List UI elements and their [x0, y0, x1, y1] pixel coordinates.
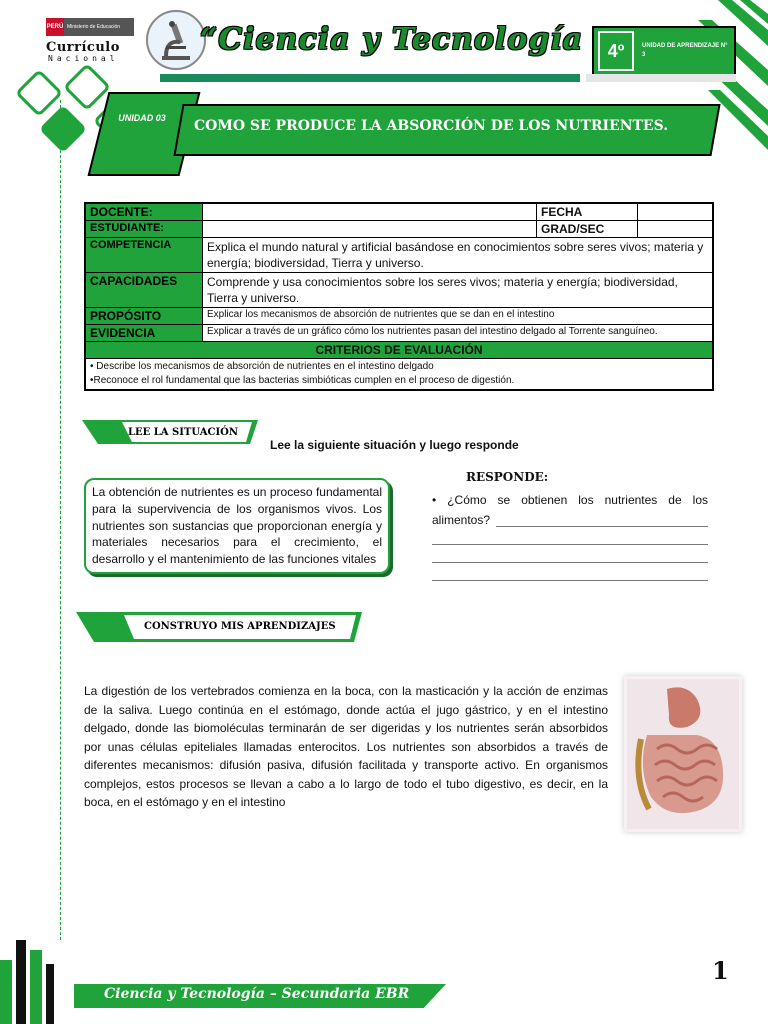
unit-title: COMO SE PRODUCE LA ABSORCIÓN DE LOS NUTRIENTES.	[194, 118, 669, 134]
microscope-icon	[146, 10, 206, 70]
docente-field[interactable]	[203, 203, 537, 221]
criterios-header: CRITERIOS DE EVALUACIÓN	[85, 342, 713, 359]
page-number: 1	[712, 956, 729, 985]
fecha-label: FECHA	[537, 203, 638, 221]
fecha-field[interactable]	[638, 203, 714, 221]
ministry-logo	[46, 18, 134, 36]
hexagon-decoration	[15, 69, 63, 117]
hexagon-decoration	[39, 105, 87, 153]
ministry-text: Ministerio de Educación	[67, 24, 121, 30]
lee-tag-label: LEE LA SITUACIÓN	[128, 427, 239, 438]
responde-title: RESPONDE:	[466, 470, 549, 484]
curriculo-title: Currículo	[46, 40, 120, 55]
proposito-label: PROPÓSITO	[85, 308, 203, 325]
answer-line[interactable]	[432, 580, 708, 581]
footer-text: Ciencia y Tecnología – Secundaria EBR	[104, 986, 410, 1002]
margin-dashed-line	[60, 100, 61, 940]
gradsec-label: GRAD/SEC	[537, 221, 638, 238]
hexagon-decoration	[63, 63, 111, 111]
intestine-illustration	[624, 676, 742, 832]
estudiante-label: ESTUDIANTE:	[85, 221, 203, 238]
answer-line[interactable]	[432, 562, 708, 563]
page-title: “Ciencia y Tecnología	[200, 22, 584, 57]
criterio-item: •Reconoce el rol fundamental que las bacterias simbióticas cumplen en el proceso de digestión.	[90, 375, 515, 386]
construyo-paragraph: La digestión de los vertebrados comienza en la boca, con la masticación y la acción de enzimas de la saliva. Luego continúa en el estómago, donde actúa el jugo gástrico, y en el intestino delgado, donde las biomoléculas terminarán de ser digeridas y los nutrientes serán absorbidos por unas células epiteliales llamadas enterocitos. Los nutrientes son absorbidos a través de diferentes mecanismos: difusión pasiva, difusión facilitada y transporte activo. En organismos complejos, estos procesos se llevan a cabo a lo largo de todo el tubo digestivo, es decir, en la boca, en el estómago y en el intestino	[84, 684, 608, 809]
evidencia-label: EVIDENCIA	[85, 325, 203, 342]
header-divider-grey	[586, 74, 736, 82]
capacidades-text: Comprende y usa conocimientos sobre los seres vivos; materia y energía; biodiversidad, Tierra y universo.	[203, 273, 714, 308]
situation-box: La obtención de nutrientes es un proceso fundamental para la supervivencia de los organismos vivos. Los nutrientes son sustancias que proporcionan energía y materiales necesarios para el crecimiento, el desarrollo y el mantenimiento de las funciones vitales	[84, 478, 390, 574]
curriculo-subtitle: Nacional	[48, 54, 119, 63]
criterio-item: • Describe los mecanismos de absorción de nutrientes en el intestino delgado	[90, 361, 434, 372]
info-table	[84, 202, 714, 391]
answer-line[interactable]	[496, 526, 708, 527]
unit-badge	[592, 26, 736, 76]
criterios-list	[85, 359, 713, 391]
construyo-tag-label: CONSTRUYO MIS APRENDIZAJES	[144, 621, 336, 632]
answer-line[interactable]	[432, 544, 708, 545]
docente-label: DOCENTE:	[85, 203, 203, 221]
lee-instruction: Lee la siguiente situación y luego responde	[270, 438, 519, 452]
evidencia-text: Explicar a través de un gráfico cómo los nutrientes pasan del intestino delgado al Torrente sanguíneo.	[203, 325, 714, 342]
competencia-label: COMPETENCIA	[85, 238, 203, 273]
capacidades-label: CAPACIDADES	[85, 273, 203, 308]
responde-question: • ¿Cómo se obtienen los nutrientes de los alimentos?	[432, 493, 708, 527]
unit-tag-text: UNIDAD 03	[118, 113, 166, 123]
footer-bars-decoration	[0, 940, 60, 1024]
gradsec-field[interactable]	[638, 221, 714, 238]
proposito-text: Explicar los mecanismos de absorción de nutrientes que se dan en el intestino	[203, 308, 714, 325]
grade-number: 4º	[598, 31, 634, 71]
unit-label: UNIDAD DE APRENDIZAJE N° 3	[642, 43, 728, 58]
competencia-text: Explica el mundo natural y artificial basándose en conocimientos sobre seres vivos; materia y energía; biodiversidad, Tierra y universo.	[203, 238, 714, 273]
estudiante-field[interactable]	[203, 221, 537, 238]
peru-flag-box: PERÚ	[46, 18, 64, 36]
header-divider	[160, 74, 580, 82]
